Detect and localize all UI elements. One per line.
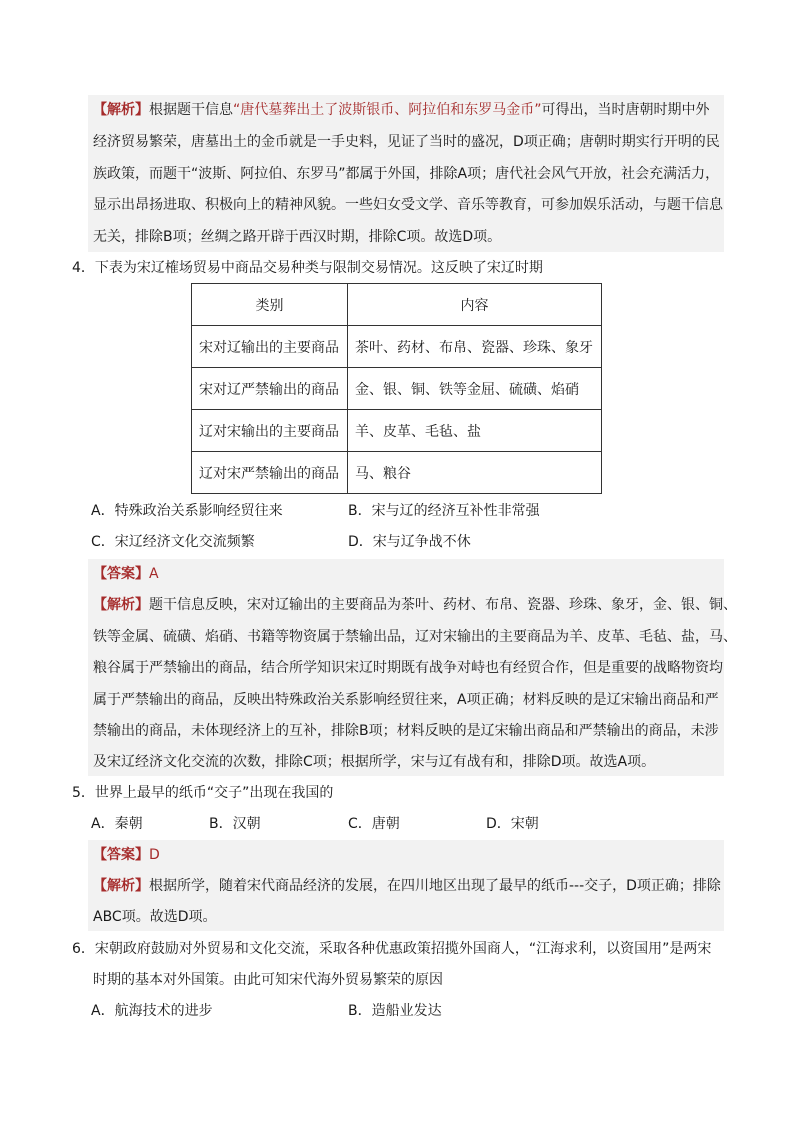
q5-option-b[interactable]: B．汉朝 <box>209 816 261 832</box>
q4-option-b[interactable]: B．宋与辽的经济互补性非常强 <box>348 503 540 519</box>
answer-tag: 【答案】 <box>93 847 149 863</box>
analysis-text: 根据所学，随着宋代商品经济的发展，在四川地区出现了最早的纸币---交子，D项正确；排除 <box>149 878 721 894</box>
q4-option-d[interactable]: D．宋与辽争战不休 <box>348 534 471 550</box>
table-row <box>192 326 602 368</box>
q6-option-a[interactable]: A．航海技术的进步 <box>91 1003 213 1019</box>
q4-option-c[interactable]: C．宋辽经济文化交流频繁 <box>91 534 255 550</box>
analysis-tag: 【解析】 <box>93 597 149 613</box>
q5-stem: 5．世界上最早的纸币“交子”出现在我国的 <box>72 785 334 801</box>
q4-option-a[interactable]: A．特殊政治关系影响经贸往来 <box>91 503 283 519</box>
table-header-content: 内容 <box>348 284 602 326</box>
q3-analysis-line-3: 族政策，而题干“波斯、阿拉伯、东罗马”都属于外国，排除A项；唐代社会风气开放，社会充满活力， <box>93 166 720 182</box>
trade-table <box>191 283 602 494</box>
q5-analysis-line-1 <box>93 876 721 896</box>
answer-value: D <box>149 847 160 863</box>
q4-analysis-line-1 <box>93 595 737 615</box>
q5-answer-line <box>93 845 160 865</box>
q4-analysis-line-2: 铁等金属、硫磺、焰硝、书籍等物资属于禁输出品，辽对宋输出的主要商品为羊、皮革、毛毡、盐，马、 <box>93 629 737 645</box>
q4-analysis-line-3: 粮谷属于严禁输出的商品，结合所学知识宋辽时期既有战争对峙也有经贸合作，但是重要的战略物资均 <box>93 660 723 676</box>
q3-analysis-line-2: 经济贸易繁荣，唐墓出土的金币就是一手史料，见证了当时的盛况，D项正确；唐朝时期实行开明的民 <box>93 134 720 150</box>
q6-stem-line-2: 时期的基本对外国策。由此可知宋代海外贸易繁荣的原因 <box>93 972 443 988</box>
table-cell: 羊、皮革、毛毡、盐 <box>348 410 602 452</box>
q3-analysis-line-1 <box>93 100 710 120</box>
answer-tag: 【答案】 <box>93 566 149 582</box>
q3-analysis-line-5: 无关，排除B项；丝绸之路开辟于西汉时期，排除C项。故选D项。 <box>93 229 502 245</box>
table-cell: 宋对辽严禁输出的商品 <box>192 368 348 410</box>
table-cell: 辽对宋输出的主要商品 <box>192 410 348 452</box>
q4-answer-line <box>93 564 159 584</box>
q3-analysis-line-4: 显示出昂扬进取、积极向上的精神风貌。一些妇女受文学、音乐等教育，可参加娱乐活动，与题干信息 <box>93 197 723 213</box>
q4-analysis-line-4: 属于严禁输出的商品，反映出特殊政治关系影响经贸往来，A项正确；材料反映的是辽宋输出商品和严 <box>93 692 719 708</box>
analysis-text: 根据题干信息 <box>149 102 233 118</box>
table-row <box>192 368 602 410</box>
table-cell: 马、粮谷 <box>348 452 602 494</box>
q4-stem: 4．下表为宋辽榷场贸易中商品交易种类与限制交易情况。这反映了宋辽时期 <box>72 260 543 276</box>
table-cell: 宋对辽输出的主要商品 <box>192 326 348 368</box>
q5-option-d[interactable]: D．宋朝 <box>486 816 539 832</box>
answer-value: A <box>149 566 159 582</box>
analysis-quote: “唐代墓葬出土了波斯银币、阿拉伯和东罗马金币” <box>233 102 542 118</box>
q6-option-b[interactable]: B．造船业发达 <box>348 1003 442 1019</box>
q6-stem-line-1: 6．宋朝政府鼓励对外贸易和文化交流，采取各种优惠政策招揽外国商人，“江海求利，以资国用”是两宋 <box>72 941 712 957</box>
analysis-text: 题干信息反映，宋对辽输出的主要商品为茶叶、药材、布帛、瓷器、珍珠、象牙，金、银、铜、 <box>149 597 737 613</box>
q5-analysis-line-2: ABC项。故选D项。 <box>93 909 217 925</box>
table-cell: 金、银、铜、铁等金屈、硫磺、焰硝 <box>348 368 602 410</box>
q4-analysis-line-5: 禁输出的商品，未体现经济上的互补，排除B项；材料反映的是辽宋输出商品和严禁输出的商品，未涉 <box>93 723 719 739</box>
table-cell: 辽对宋严禁输出的商品 <box>192 452 348 494</box>
analysis-tag: 【解析】 <box>93 102 149 118</box>
analysis-text: 可得出，当时唐朝时期中外 <box>541 102 710 118</box>
q4-analysis-line-6: 及宋辽经济文化交流的次数，排除C项；根据所学，宋与辽有战有和，排除D项。故选A项。 <box>93 754 656 770</box>
table-row <box>192 452 602 494</box>
table-header-category: 类别 <box>192 284 348 326</box>
q5-option-a[interactable]: A．秦朝 <box>91 816 143 832</box>
table-row <box>192 410 602 452</box>
analysis-tag: 【解析】 <box>93 878 149 894</box>
table-header-row <box>192 284 602 326</box>
q5-option-c[interactable]: C．唐朝 <box>348 816 400 832</box>
table-cell: 茶叶、药材、布帛、瓷器、珍珠、象牙 <box>348 326 602 368</box>
